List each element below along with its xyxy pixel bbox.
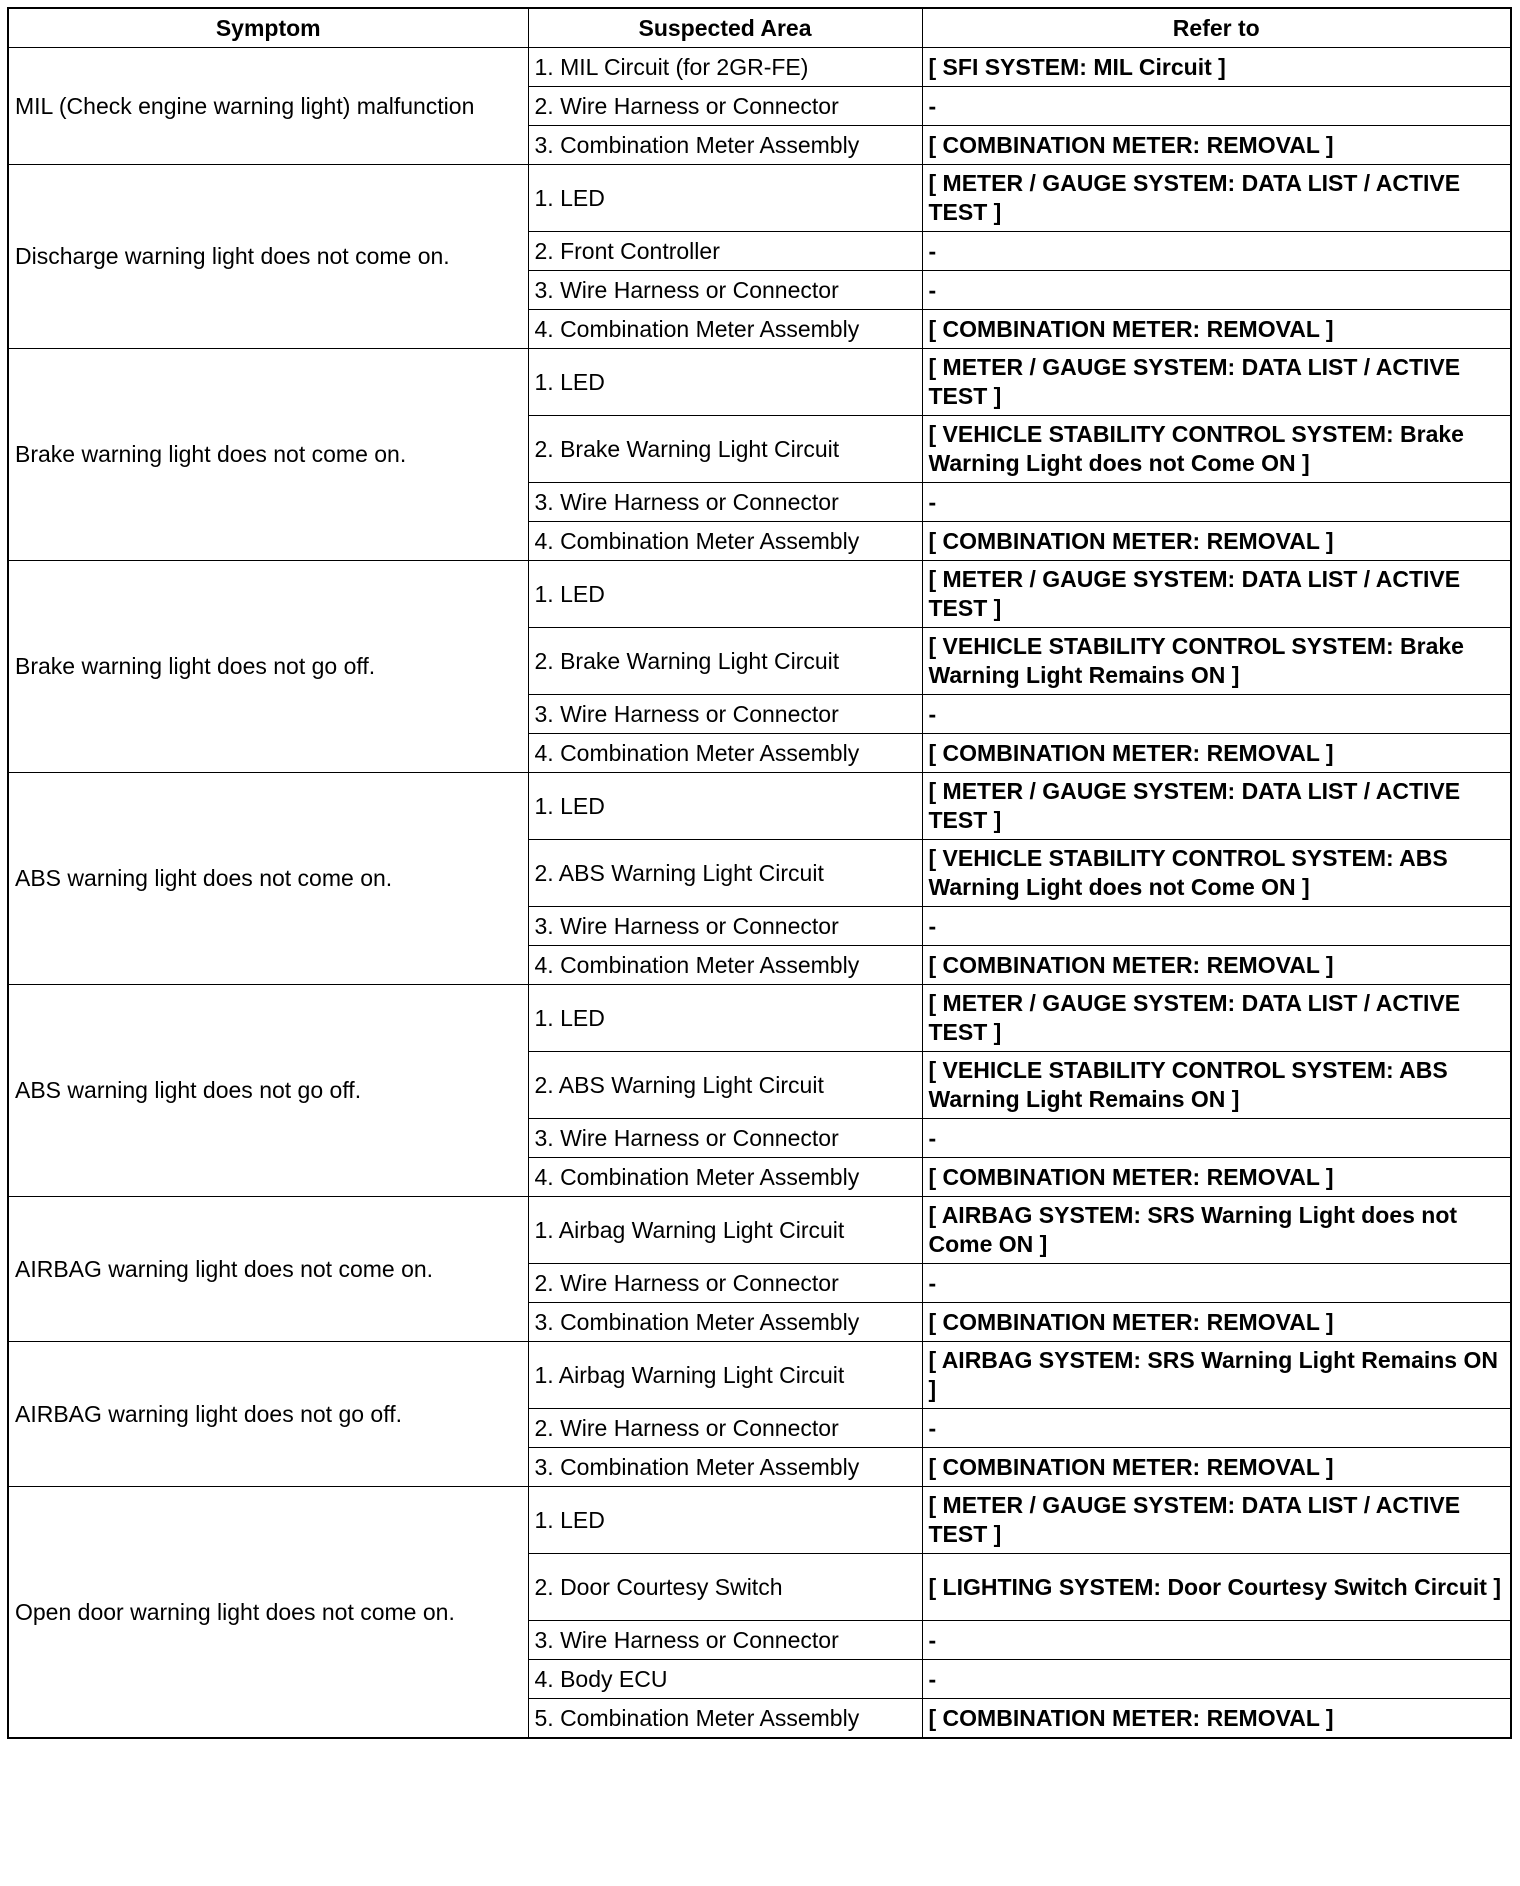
refer-to-cell: [ VEHICLE STABILITY CONTROL SYSTEM: Brake Warning Light does not Come ON ] <box>922 416 1511 483</box>
table-row <box>8 48 1511 87</box>
header-symptom: Symptom <box>8 8 528 48</box>
refer-to-cell: - <box>922 907 1511 946</box>
suspected-area-cell: 3. Wire Harness or Connector <box>528 271 922 310</box>
table-row <box>8 773 1511 840</box>
refer-to-cell: - <box>922 1119 1511 1158</box>
suspected-area-cell: 3. Combination Meter Assembly <box>528 126 922 165</box>
header-row <box>8 8 1511 48</box>
table-row <box>8 165 1511 232</box>
suspected-area-cell: 5. Combination Meter Assembly <box>528 1699 922 1739</box>
symptom-cell: ABS warning light does not go off. <box>8 985 528 1197</box>
refer-to-cell: [ COMBINATION METER: REMOVAL ] <box>922 310 1511 349</box>
suspected-area-cell: 1. LED <box>528 985 922 1052</box>
table-row <box>8 349 1511 416</box>
header-refer-to: Refer to <box>922 8 1511 48</box>
refer-to-cell: [ METER / GAUGE SYSTEM: DATA LIST / ACTIVE TEST ] <box>922 1487 1511 1554</box>
suspected-area-cell: 1. Airbag Warning Light Circuit <box>528 1197 922 1264</box>
refer-to-cell: [ COMBINATION METER: REMOVAL ] <box>922 522 1511 561</box>
suspected-area-cell: 1. LED <box>528 1487 922 1554</box>
refer-to-cell: [ SFI SYSTEM: MIL Circuit ] <box>922 48 1511 87</box>
suspected-area-cell: 2. Front Controller <box>528 232 922 271</box>
table-row <box>8 985 1511 1052</box>
table-body <box>8 48 1511 1739</box>
suspected-area-cell: 1. LED <box>528 561 922 628</box>
suspected-area-cell: 4. Combination Meter Assembly <box>528 734 922 773</box>
refer-to-cell: - <box>922 695 1511 734</box>
refer-to-cell: - <box>922 1409 1511 1448</box>
refer-to-cell: [ COMBINATION METER: REMOVAL ] <box>922 734 1511 773</box>
suspected-area-cell: 2. ABS Warning Light Circuit <box>528 840 922 907</box>
refer-to-cell: [ COMBINATION METER: REMOVAL ] <box>922 946 1511 985</box>
suspected-area-cell: 1. LED <box>528 349 922 416</box>
suspected-area-cell: 4. Combination Meter Assembly <box>528 946 922 985</box>
table-row <box>8 1342 1511 1409</box>
symptom-cell: Open door warning light does not come on. <box>8 1487 528 1739</box>
suspected-area-cell: 2. Wire Harness or Connector <box>528 1264 922 1303</box>
suspected-area-cell: 2. Brake Warning Light Circuit <box>528 416 922 483</box>
suspected-area-cell: 4. Body ECU <box>528 1660 922 1699</box>
suspected-area-cell: 4. Combination Meter Assembly <box>528 522 922 561</box>
refer-to-cell: [ COMBINATION METER: REMOVAL ] <box>922 1158 1511 1197</box>
suspected-area-cell: 4. Combination Meter Assembly <box>528 1158 922 1197</box>
troubleshooting-table-container <box>7 7 1510 1739</box>
refer-to-cell: [ METER / GAUGE SYSTEM: DATA LIST / ACTIVE TEST ] <box>922 985 1511 1052</box>
suspected-area-cell: 1. Airbag Warning Light Circuit <box>528 1342 922 1409</box>
suspected-area-cell: 4. Combination Meter Assembly <box>528 310 922 349</box>
table-row <box>8 1197 1511 1264</box>
refer-to-cell: [ METER / GAUGE SYSTEM: DATA LIST / ACTIVE TEST ] <box>922 349 1511 416</box>
suspected-area-cell: 2. Wire Harness or Connector <box>528 87 922 126</box>
refer-to-cell: - <box>922 1621 1511 1660</box>
symptom-cell: MIL (Check engine warning light) malfunction <box>8 48 528 165</box>
symptom-cell: Brake warning light does not go off. <box>8 561 528 773</box>
refer-to-cell: [ COMBINATION METER: REMOVAL ] <box>922 1699 1511 1739</box>
header-suspected-area: Suspected Area <box>528 8 922 48</box>
refer-to-cell: - <box>922 1660 1511 1699</box>
table-row <box>8 1487 1511 1554</box>
refer-to-cell: - <box>922 232 1511 271</box>
refer-to-cell: [ LIGHTING SYSTEM: Door Courtesy Switch Circuit ] <box>922 1554 1511 1621</box>
refer-to-cell: [ METER / GAUGE SYSTEM: DATA LIST / ACTIVE TEST ] <box>922 165 1511 232</box>
symptom-cell: AIRBAG warning light does not come on. <box>8 1197 528 1342</box>
suspected-area-cell: 3. Combination Meter Assembly <box>528 1448 922 1487</box>
table-row <box>8 561 1511 628</box>
symptom-cell: ABS warning light does not come on. <box>8 773 528 985</box>
refer-to-cell: [ VEHICLE STABILITY CONTROL SYSTEM: Brake Warning Light Remains ON ] <box>922 628 1511 695</box>
refer-to-cell: [ VEHICLE STABILITY CONTROL SYSTEM: ABS Warning Light Remains ON ] <box>922 1052 1511 1119</box>
troubleshooting-table <box>7 7 1512 1739</box>
suspected-area-cell: 3. Combination Meter Assembly <box>528 1303 922 1342</box>
suspected-area-cell: 3. Wire Harness or Connector <box>528 907 922 946</box>
refer-to-cell: [ AIRBAG SYSTEM: SRS Warning Light Remains ON ] <box>922 1342 1511 1409</box>
suspected-area-cell: 3. Wire Harness or Connector <box>528 1119 922 1158</box>
refer-to-cell: [ COMBINATION METER: REMOVAL ] <box>922 126 1511 165</box>
suspected-area-cell: 2. Brake Warning Light Circuit <box>528 628 922 695</box>
symptom-cell: Discharge warning light does not come on. <box>8 165 528 349</box>
refer-to-cell: [ VEHICLE STABILITY CONTROL SYSTEM: ABS Warning Light does not Come ON ] <box>922 840 1511 907</box>
suspected-area-cell: 1. MIL Circuit (for 2GR-FE) <box>528 48 922 87</box>
symptom-cell: AIRBAG warning light does not go off. <box>8 1342 528 1487</box>
suspected-area-cell: 2. ABS Warning Light Circuit <box>528 1052 922 1119</box>
suspected-area-cell: 1. LED <box>528 773 922 840</box>
suspected-area-cell: 2. Wire Harness or Connector <box>528 1409 922 1448</box>
suspected-area-cell: 3. Wire Harness or Connector <box>528 483 922 522</box>
suspected-area-cell: 3. Wire Harness or Connector <box>528 1621 922 1660</box>
refer-to-cell: [ COMBINATION METER: REMOVAL ] <box>922 1303 1511 1342</box>
suspected-area-cell: 2. Door Courtesy Switch <box>528 1554 922 1621</box>
symptom-cell: Brake warning light does not come on. <box>8 349 528 561</box>
refer-to-cell: - <box>922 483 1511 522</box>
refer-to-cell: - <box>922 87 1511 126</box>
refer-to-cell: [ COMBINATION METER: REMOVAL ] <box>922 1448 1511 1487</box>
refer-to-cell: - <box>922 271 1511 310</box>
suspected-area-cell: 3. Wire Harness or Connector <box>528 695 922 734</box>
refer-to-cell: [ METER / GAUGE SYSTEM: DATA LIST / ACTIVE TEST ] <box>922 561 1511 628</box>
refer-to-cell: - <box>922 1264 1511 1303</box>
refer-to-cell: [ AIRBAG SYSTEM: SRS Warning Light does not Come ON ] <box>922 1197 1511 1264</box>
suspected-area-cell: 1. LED <box>528 165 922 232</box>
refer-to-cell: [ METER / GAUGE SYSTEM: DATA LIST / ACTIVE TEST ] <box>922 773 1511 840</box>
